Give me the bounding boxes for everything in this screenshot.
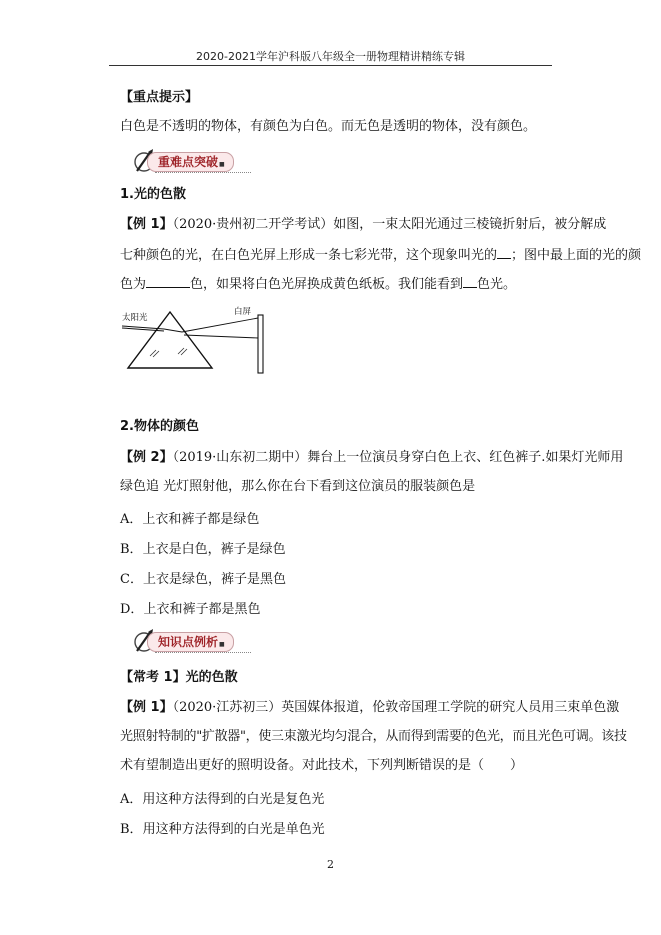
example1-line3 — [120, 274, 516, 294]
common-test-tag: 【常考 1】 — [120, 670, 186, 685]
white-screen — [258, 315, 263, 373]
example-label: 【例 1】 — [120, 217, 173, 232]
example1-text3a: 色为 — [120, 277, 147, 292]
example1-text3c: 色光。 — [477, 277, 517, 292]
option-a: A．上衣和裤子都是绿色 — [120, 512, 260, 527]
example1-text1: （2020·贵州初二开学考试）如图，一束太阳光通过三棱镜折射后，被分解成 — [172, 217, 607, 232]
example3-line3: 术有望制造出更好的照明设备。对此技术，下列判断错误的是（ ） — [120, 758, 524, 773]
example3-line2: 光照射特制的"扩散器"，使三束激光均匀混合，从而得到需要的色光，而且光色可调。该技 — [120, 729, 627, 744]
example2-text1: （2019·山东初二期中）舞台上一位演员身穿白色上衣、红色裤子.如果灯光师用 — [172, 450, 624, 465]
example-label: 【例 2】 — [120, 450, 173, 465]
refracted-ray — [164, 329, 182, 332]
prism-figure — [120, 304, 270, 376]
emergent-ray-bottom — [184, 335, 258, 338]
example-label: 【例 1】 — [120, 700, 173, 715]
page-number: 2 — [327, 858, 334, 871]
example2-line1 — [120, 449, 623, 467]
option-a: A．用这种方法得到的白光是复色光 — [120, 792, 325, 807]
example1-text2a: 七种颜色的光，在白色光屏上形成一条七彩光带，这个现象叫光的 — [120, 248, 498, 263]
banner-label: 知识点例析■ — [147, 632, 234, 652]
banner-label: 重难点突破■ — [147, 152, 234, 172]
answer-blank-1 — [497, 245, 511, 259]
option-b: B．用这种方法得到的白光是单色光 — [120, 822, 325, 837]
screen-label: 白屏 — [234, 307, 252, 317]
example1-line2 — [120, 245, 641, 265]
example3-text1: （2020·江苏初三）英国媒体报道，伦敦帝国理工学院的研究人员用三束单色激 — [172, 700, 620, 715]
tip-text: 白色是不透明的物体，有颜色为白色。而无色是透明的物体，没有颜色。 — [120, 119, 537, 134]
answer-blank-3 — [463, 274, 477, 288]
option-b: B．上衣是白色，裤子是绿色 — [120, 542, 286, 557]
section2-heading: 2.物体的颜色 — [120, 419, 199, 434]
tip-heading: 【重点提示】 — [120, 90, 199, 105]
sun-label: 太阳光 — [122, 313, 148, 323]
emergent-ray-top — [182, 318, 258, 332]
section3-heading — [120, 669, 238, 687]
example3-line1 — [120, 699, 619, 717]
header-divider — [109, 65, 552, 66]
section1-heading: 1.光的色散 — [120, 187, 186, 202]
example1-line1 — [120, 216, 606, 234]
option-d: D．上衣和裤子都是黑色 — [120, 602, 261, 617]
answer-blank-2 — [146, 274, 190, 288]
example2-line2: 绿色追 光灯照射他，那么你在台下看到这位演员的服装颜色是 — [120, 479, 476, 494]
section-banner-difficulty — [133, 147, 251, 175]
example1-text2b: ；图中最上面的光的颜 — [511, 248, 642, 263]
option-c: C．上衣是绿色，裤子是黑色 — [120, 572, 286, 587]
section3-title: 光的色散 — [185, 670, 238, 685]
page-header: 2020-2021学年沪科版八年级全一册物理精讲精练专辑 — [196, 50, 465, 63]
example1-text3b: 色，如果将白色光屏换成黄色纸板。我们能看到 — [190, 277, 464, 292]
section-banner-examples — [133, 627, 251, 655]
